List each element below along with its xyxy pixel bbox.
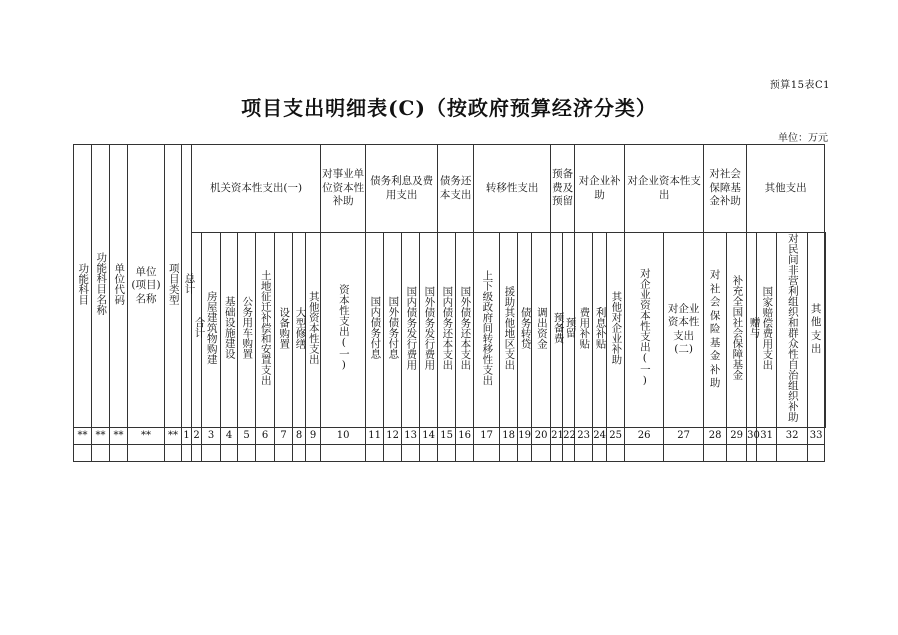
sub-header: 其他支出 xyxy=(808,233,825,428)
data-cell[interactable] xyxy=(532,444,551,461)
index-cell: 22 xyxy=(563,427,575,444)
sub-header: 合计 xyxy=(192,233,202,428)
data-row xyxy=(74,444,826,461)
index-row xyxy=(74,427,826,444)
data-cell[interactable] xyxy=(192,444,202,461)
data-cell[interactable] xyxy=(777,444,808,461)
data-cell[interactable] xyxy=(128,444,165,461)
index-cell: 8 xyxy=(293,427,306,444)
sub-header: 资本性支出(一) xyxy=(321,233,366,428)
sub-header: 债务转贷 xyxy=(518,233,532,428)
index-cell: 27 xyxy=(664,427,704,444)
data-cell[interactable] xyxy=(256,444,275,461)
sub-header: 调出资金 xyxy=(532,233,551,428)
index-cell: 7 xyxy=(275,427,293,444)
data-cell[interactable] xyxy=(238,444,256,461)
sub-header: 国内债务发行费用 xyxy=(402,233,420,428)
index-cell: 19 xyxy=(518,427,532,444)
index-cell: 13 xyxy=(402,427,420,444)
data-cell[interactable] xyxy=(384,444,402,461)
group-header: 机关资本性支出(一) xyxy=(192,145,321,233)
index-cell: 15 xyxy=(438,427,456,444)
form-code: 预算15表C1 xyxy=(769,80,830,91)
header-unit-name: 单位(项目)名称 xyxy=(128,145,165,428)
group-header: 债务利息及费用支出 xyxy=(366,145,438,233)
header-project-type: 项目类型 xyxy=(165,145,182,428)
index-cell: 31 xyxy=(757,427,777,444)
index-cell: 16 xyxy=(456,427,474,444)
index-cell: 14 xyxy=(420,427,438,444)
index-cell: 21 xyxy=(551,427,563,444)
data-cell[interactable] xyxy=(727,444,747,461)
sub-header: 对企业资本性支出(二) xyxy=(664,233,704,428)
sub-header: 援助其他地区支出 xyxy=(500,233,518,428)
sub-header: 土地征迁补偿和安置支出 xyxy=(256,233,275,428)
data-cell[interactable] xyxy=(607,444,625,461)
index-cell: 20 xyxy=(532,427,551,444)
group-header: 预备费及预留 xyxy=(551,145,575,233)
data-cell[interactable] xyxy=(456,444,474,461)
data-cell[interactable] xyxy=(551,444,563,461)
sub-header: 对企业资本性支出(一) xyxy=(625,233,664,428)
data-cell[interactable] xyxy=(518,444,532,461)
index-cell: 1 xyxy=(182,427,192,444)
sub-header: 对社会保险基金补助 xyxy=(704,233,727,428)
index-cell: 32 xyxy=(777,427,808,444)
data-cell[interactable] xyxy=(321,444,366,461)
group-header: 转移性支出 xyxy=(474,145,551,233)
index-cell: 4 xyxy=(221,427,238,444)
data-cell[interactable] xyxy=(808,444,825,461)
data-cell[interactable] xyxy=(563,444,575,461)
data-cell[interactable] xyxy=(593,444,607,461)
index-cell: 2 xyxy=(192,427,202,444)
sub-header: 国外债务还本支出 xyxy=(456,233,474,428)
page-title: 项目支出明细表(C)（按政府预算经济分类） xyxy=(241,96,657,120)
index-cell: 29 xyxy=(727,427,747,444)
sub-header: 费用补贴 xyxy=(575,233,593,428)
data-cell[interactable] xyxy=(575,444,593,461)
group-header: 对事业单位资本性补助 xyxy=(321,145,366,233)
index-cell: 17 xyxy=(474,427,500,444)
data-cell[interactable] xyxy=(165,444,182,461)
data-cell[interactable] xyxy=(182,444,192,461)
header-unit-code: 单位代码 xyxy=(110,145,128,428)
index-cell: 5 xyxy=(238,427,256,444)
sub-header: 国内债务付息 xyxy=(366,233,384,428)
index-cell: 25 xyxy=(607,427,625,444)
index-cell: 33 xyxy=(808,427,825,444)
sub-header xyxy=(825,233,826,428)
data-cell[interactable] xyxy=(704,444,727,461)
sub-header: 大型修缮 xyxy=(293,233,306,428)
index-cell: 30 xyxy=(747,427,757,444)
index-cell: 10 xyxy=(321,427,366,444)
sub-header: 国内债务还本支出 xyxy=(438,233,456,428)
data-cell[interactable] xyxy=(275,444,293,461)
data-cell[interactable] xyxy=(402,444,420,461)
index-cell: ** xyxy=(110,427,128,444)
sub-header: 基础设施建设 xyxy=(221,233,238,428)
sub-header: 设备购置 xyxy=(275,233,293,428)
data-cell[interactable] xyxy=(92,444,110,461)
sub-header: 预留 xyxy=(563,233,575,428)
data-cell[interactable] xyxy=(757,444,777,461)
index-cell: 9 xyxy=(306,427,321,444)
index-cell: 23 xyxy=(575,427,593,444)
data-cell[interactable] xyxy=(202,444,221,461)
index-cell: ** xyxy=(92,427,110,444)
index-cell: 24 xyxy=(593,427,607,444)
index-cell: 6 xyxy=(256,427,275,444)
data-cell[interactable] xyxy=(74,444,92,461)
index-cell: 28 xyxy=(704,427,727,444)
header-total: 总计 xyxy=(182,145,192,428)
data-cell[interactable] xyxy=(664,444,704,461)
index-cell: 12 xyxy=(384,427,402,444)
sub-header: 公务用车购置 xyxy=(238,233,256,428)
sub-header: 上下级政府间转移性支出 xyxy=(474,233,500,428)
sub-header: 对民间非营利组织和群众性自治组织补助 xyxy=(777,233,808,428)
group-header: 其他支出 xyxy=(747,145,825,233)
index-cell: 11 xyxy=(366,427,384,444)
data-cell[interactable] xyxy=(747,444,757,461)
data-cell[interactable] xyxy=(110,444,128,461)
header-function-name: 功能科目名称 xyxy=(92,145,110,428)
sub-header: 其他对企业补助 xyxy=(607,233,625,428)
group-header: 对企业资本性支出 xyxy=(625,145,704,233)
sub-header: 国外债务发行费用 xyxy=(420,233,438,428)
index-cell: ** xyxy=(165,427,182,444)
data-cell[interactable] xyxy=(293,444,306,461)
group-header: 对企业补助 xyxy=(575,145,625,233)
unit-label: 单位：万元 xyxy=(778,133,828,144)
data-cell[interactable] xyxy=(221,444,238,461)
sub-header: 赠与 xyxy=(747,233,757,428)
group-header: 对社会保障基金补助 xyxy=(704,145,747,233)
sub-header: 预备费 xyxy=(551,233,563,428)
data-cell[interactable] xyxy=(500,444,518,461)
group-header: 债务还本支出 xyxy=(438,145,474,233)
data-cell[interactable] xyxy=(474,444,500,461)
data-cell[interactable] xyxy=(306,444,321,461)
data-cell[interactable] xyxy=(366,444,384,461)
expenditure-table xyxy=(73,144,826,462)
index-cell: 3 xyxy=(202,427,221,444)
header-function-code: 功能科目 xyxy=(74,145,92,428)
index-cell: ** xyxy=(74,427,92,444)
data-cell[interactable] xyxy=(420,444,438,461)
sub-header: 利息补贴 xyxy=(593,233,607,428)
sub-header: 补充全国社会保障基金 xyxy=(727,233,747,428)
sub-header: 房屋建筑物购建 xyxy=(202,233,221,428)
index-cell: 18 xyxy=(500,427,518,444)
index-cell: ** xyxy=(128,427,165,444)
index-cell: 26 xyxy=(625,427,664,444)
sub-header: 国家赔偿费用支出 xyxy=(757,233,777,428)
data-cell[interactable] xyxy=(438,444,456,461)
sub-header: 其他资本性支出 xyxy=(306,233,321,428)
data-cell[interactable] xyxy=(625,444,664,461)
sub-header: 国外债务付息 xyxy=(384,233,402,428)
